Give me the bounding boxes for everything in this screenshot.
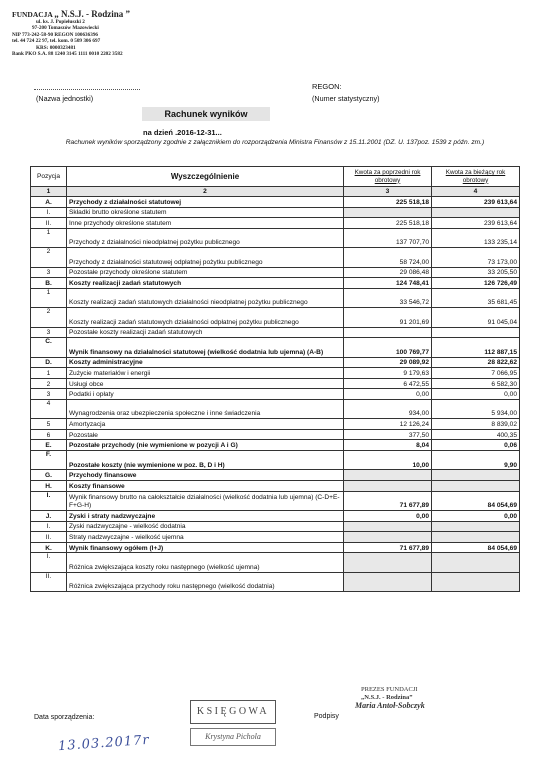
row-desc: Koszty realizacji zadań statutowych: [67, 278, 344, 289]
table-row: [31, 521, 520, 532]
row-pos: A.: [31, 197, 67, 208]
row-prev: 33 546,72: [344, 288, 432, 307]
row-pos: II.: [31, 218, 67, 229]
row-curr: 0,00: [432, 389, 520, 400]
stamp-line-7: Bank PKO S.A. 88 1240 3145 1111 0010 2202 3582: [12, 51, 123, 58]
table-row: [31, 357, 520, 368]
row-pos: 3: [31, 327, 67, 338]
row-prev: 71 677,89: [344, 542, 432, 553]
preparation-date-handwritten: 13.03.2017r: [57, 732, 151, 755]
row-desc: Koszty realizacji zadań statutowych działalności odpłatnej pożytku publicznego: [67, 308, 344, 327]
row-pos: H.: [31, 481, 67, 492]
row-desc: Pozostałe przychody (nie wymienione w pozycji A i G): [67, 440, 344, 451]
col-num-4: 4: [432, 187, 520, 197]
col-num-3: 3: [344, 187, 432, 197]
row-curr: 28 822,62: [432, 357, 520, 368]
row-prev: [344, 521, 432, 532]
row-desc: Przychody z działalności statutowej odpłatnej pożytku publicznego: [67, 248, 344, 267]
row-prev: [344, 470, 432, 481]
row-curr: 7 066,95: [432, 368, 520, 379]
report-date: na dzień .2016-12-31...: [143, 128, 222, 137]
row-desc: Różnica zwiększająca przychody roku następnego (wielkość dodatnia): [67, 572, 344, 591]
row-pos: E.: [31, 440, 67, 451]
row-desc: Wynik finansowy brutto na całokształcie działalności (wielkość dodatnia lub ujemna) (C-D+E-F+G-H): [67, 491, 344, 510]
row-desc: Pozostałe koszty (nie wymienione w poz. B, D i H): [67, 451, 344, 470]
col-num-1: 1: [31, 187, 67, 197]
row-desc: Pozostałe koszty realizacji zadań statutowych: [67, 327, 344, 338]
table-row: [31, 338, 520, 357]
preparation-date-label: Data sporządzenia:: [34, 714, 95, 721]
row-desc: Przychody finansowe: [67, 470, 344, 481]
row-desc: Podatki i opłaty: [67, 389, 344, 400]
row-pos: 1: [31, 228, 67, 247]
row-prev: 934,00: [344, 399, 432, 418]
row-desc: Wynagrodzenia oraz ubezpieczenia społeczne i inne świadczenia: [67, 399, 344, 418]
row-prev: 8,04: [344, 440, 432, 451]
stamp-line-5: tel. 44 724 22 97, tel. kom. 0 509 306 697: [12, 38, 101, 45]
row-prev: 91 201,69: [344, 308, 432, 327]
row-prev: 58 724,00: [344, 248, 432, 267]
table-row: [31, 267, 520, 278]
col-header-pos: Pozycja: [31, 167, 67, 187]
row-prev: 10,00: [344, 451, 432, 470]
stamp-line-3: 97-200 Tomaszów Mazowiecki: [32, 25, 99, 32]
row-pos: 4: [31, 399, 67, 418]
table-row: [31, 389, 520, 400]
accountant-stamp-title: KSIĘGOWA: [190, 700, 276, 724]
table-row: [31, 440, 520, 451]
row-curr: 126 726,49: [432, 278, 520, 289]
row-prev: [344, 207, 432, 218]
row-desc: Koszty finansowe: [67, 481, 344, 492]
stamp-line-1: FUNDACJA: [12, 10, 53, 19]
stamp-line-6: KRS: 0000323481: [36, 44, 76, 51]
row-curr: 8 839,02: [432, 419, 520, 430]
report-description: Rachunek wyników sporządzony zgodnie z załącznikiem do rozporządzenia Ministra Finansów z 15.11.2001 (DZ. U. 137poz. 1539 z późn. zm.): [65, 139, 485, 146]
table-row: [31, 481, 520, 492]
row-pos: K.: [31, 542, 67, 553]
table-row: [31, 572, 520, 591]
row-prev: 29 089,92: [344, 357, 432, 368]
table-row: [31, 429, 520, 440]
row-curr: 33 205,50: [432, 267, 520, 278]
col-header-curr: [432, 167, 520, 187]
row-desc: Amortyzacja: [67, 419, 344, 430]
row-curr: [432, 207, 520, 218]
row-prev: 12 126,24: [344, 419, 432, 430]
row-curr: [432, 553, 520, 572]
row-curr: 133 235,14: [432, 228, 520, 247]
row-prev: 0,00: [344, 511, 432, 522]
table-row: [31, 278, 520, 289]
row-desc: Przychody z działalności statutowej: [67, 197, 344, 208]
row-desc: Pozostałe: [67, 429, 344, 440]
row-curr: [432, 327, 520, 338]
row-prev: [344, 481, 432, 492]
stamp-line-2: ul. ks. J. Popiełuszki 2: [36, 19, 85, 25]
row-curr: [432, 481, 520, 492]
row-prev: [344, 553, 432, 572]
row-pos: 2: [31, 308, 67, 327]
table-row: [31, 378, 520, 389]
row-curr: [432, 572, 520, 591]
table-row: [31, 308, 520, 327]
row-curr: [432, 470, 520, 481]
row-desc: Pozostałe przychody określone statutem: [67, 267, 344, 278]
row-pos: C.: [31, 338, 67, 357]
row-desc: Składki brutto określone statutem: [67, 207, 344, 218]
table-row: [31, 197, 520, 208]
row-desc: Zużycie materiałów i energii: [67, 368, 344, 379]
row-prev: 377,50: [344, 429, 432, 440]
row-desc: Wynik finansowy na działalności statutowej (wielkość dodatnia lub ujemna) (A-B): [67, 338, 344, 357]
signatures-label: Podpisy: [314, 713, 339, 720]
row-prev: 0,00: [344, 389, 432, 400]
table-row: [31, 218, 520, 229]
table-header-row: [31, 167, 520, 187]
row-curr: 239 613,64: [432, 218, 520, 229]
table-row: [31, 491, 520, 510]
row-desc: Usługi obce: [67, 378, 344, 389]
row-desc: Inne przychody określone statutem: [67, 218, 344, 229]
column-numbers-row: [31, 187, 520, 197]
row-pos: 3: [31, 389, 67, 400]
row-desc: Zyski nadzwyczajne - wielkość dodatnia: [67, 521, 344, 532]
table-row: [31, 368, 520, 379]
table-row: [31, 532, 520, 543]
row-prev: 9 179,63: [344, 368, 432, 379]
table-row: [31, 248, 520, 267]
row-pos: I.: [31, 553, 67, 572]
row-prev: 225 518,18: [344, 218, 432, 229]
table-row: [31, 470, 520, 481]
row-curr: 84 054,69: [432, 542, 520, 553]
table-row: [31, 207, 520, 218]
row-desc: Koszty realizacji zadań statutowych działalności nieodpłatnej pożytku publicznego: [67, 288, 344, 307]
row-pos: I.: [31, 521, 67, 532]
row-prev: 225 518,18: [344, 197, 432, 208]
table-row: [31, 228, 520, 247]
row-pos: J.: [31, 511, 67, 522]
row-desc: Przychody z działalności nieodpłatnej pożytku publicznego: [67, 228, 344, 247]
row-curr: 91 045,04: [432, 308, 520, 327]
row-desc: Wynik finansowy ogółem (I+J): [67, 542, 344, 553]
row-prev: 6 472,55: [344, 378, 432, 389]
president-stamp: [355, 686, 475, 710]
stamp-line-4: NIP 773-242-58-90 REGON 100636396: [12, 31, 99, 38]
row-prev: 124 748,41: [344, 278, 432, 289]
president-stamp-name: Maria Antoł-Sobczyk: [355, 701, 425, 710]
row-pos: 1: [31, 288, 67, 307]
row-prev: [344, 572, 432, 591]
row-pos: II.: [31, 572, 67, 591]
col-num-2: 2: [67, 187, 344, 197]
row-pos: 3: [31, 267, 67, 278]
accountant-stamp-name: Krystyna Pichola: [190, 728, 276, 746]
results-table: [30, 166, 520, 592]
regon-note: (Numer statystyczny): [312, 94, 380, 103]
row-prev: 71 677,89: [344, 491, 432, 510]
row-curr: 35 681,45: [432, 288, 520, 307]
row-curr: 73 173,00: [432, 248, 520, 267]
row-curr: 84 054,69: [432, 491, 520, 510]
col-header-curr-text: Kwota za bieżący rok obrotowy: [445, 169, 506, 184]
table-row: [31, 553, 520, 572]
row-pos: G.: [31, 470, 67, 481]
col-header-prev-text: Kwota za poprzedni rok obrotowy: [354, 169, 421, 184]
regon-label: REGON:: [312, 82, 342, 91]
row-desc: Koszty administracyjne: [67, 357, 344, 368]
row-curr: 6 582,30: [432, 378, 520, 389]
table-row: [31, 399, 520, 418]
row-curr: 239 613,64: [432, 197, 520, 208]
president-stamp-org: „N.S.J. - Rodzina”: [361, 694, 413, 701]
row-curr: 0,06: [432, 440, 520, 451]
row-curr: 0,00: [432, 511, 520, 522]
table-row: [31, 511, 520, 522]
row-curr: [432, 532, 520, 543]
row-pos: B.: [31, 278, 67, 289]
row-curr: 9,90: [432, 451, 520, 470]
row-curr: 400,35: [432, 429, 520, 440]
row-pos: 2: [31, 378, 67, 389]
row-pos: 2: [31, 248, 67, 267]
nazwa-label: (Nazwa jednostki): [36, 94, 94, 103]
row-pos: 1: [31, 368, 67, 379]
accountant-stamp: [190, 700, 276, 752]
table-row: [31, 327, 520, 338]
row-pos: 6: [31, 429, 67, 440]
row-curr: [432, 521, 520, 532]
name-dotted-line: [34, 84, 140, 90]
row-prev: 29 086,48: [344, 267, 432, 278]
organization-stamp: [12, 10, 162, 57]
row-curr: 5 934,00: [432, 399, 520, 418]
row-prev: [344, 327, 432, 338]
row-pos: F.: [31, 451, 67, 470]
row-pos: I.: [31, 491, 67, 510]
row-pos: II.: [31, 532, 67, 543]
table-row: [31, 542, 520, 553]
row-desc: Zyski i straty nadzwyczajne: [67, 511, 344, 522]
row-prev: 137 707,70: [344, 228, 432, 247]
row-desc: Różnica zwiększająca koszty roku następnego (wielkość ujemna): [67, 553, 344, 572]
row-pos: 5: [31, 419, 67, 430]
table-row: [31, 288, 520, 307]
col-header-prev: [344, 167, 432, 187]
table-row: [31, 451, 520, 470]
row-prev: 100 769,77: [344, 338, 432, 357]
row-desc: Straty nadzwyczajne - wielkość ujemna: [67, 532, 344, 543]
stamp-line-1b: „ N.S.J. - Rodzina ”: [54, 9, 131, 19]
page-title: Rachunek wyników: [142, 107, 270, 121]
table-row: [31, 419, 520, 430]
row-pos: I.: [31, 207, 67, 218]
row-pos: D.: [31, 357, 67, 368]
row-curr: 112 887,15: [432, 338, 520, 357]
row-prev: [344, 532, 432, 543]
president-stamp-title: PREZES FUNDACJI: [361, 686, 418, 693]
col-header-desc: Wyszczególnienie: [67, 167, 344, 187]
